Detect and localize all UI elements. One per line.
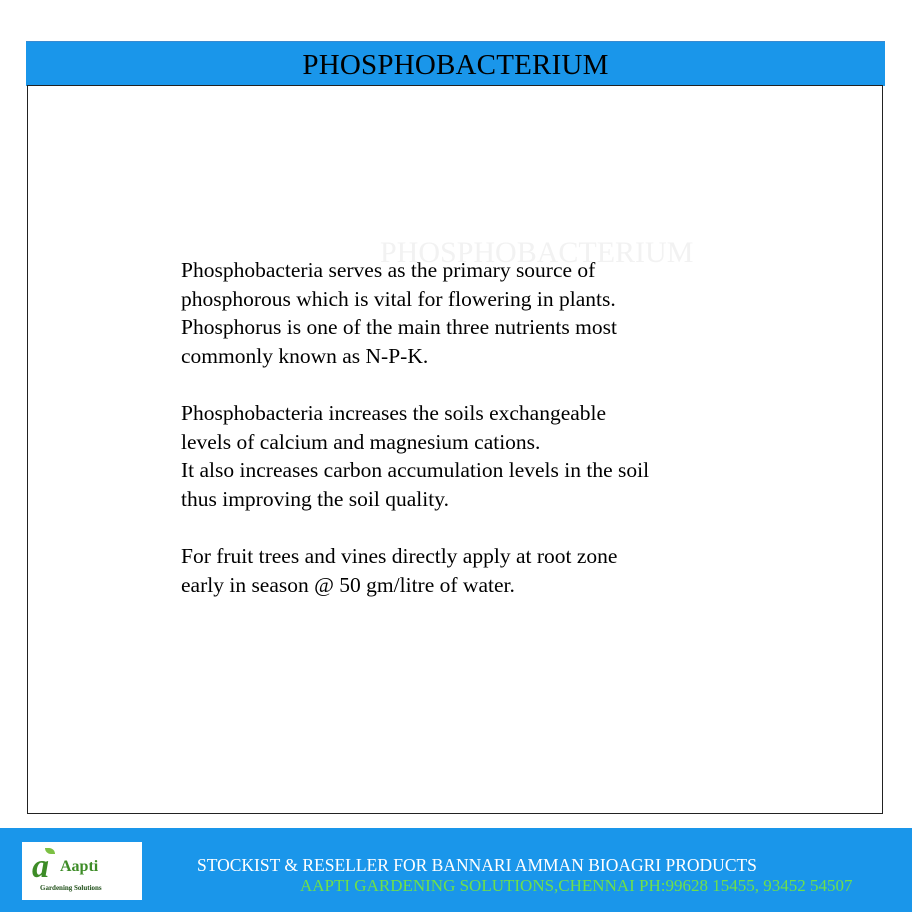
aapti-logo <box>22 842 142 900</box>
footer-bar <box>0 828 912 912</box>
paragraph-2 <box>181 399 801 513</box>
text-line: Phosphobacteria serves as the primary source of <box>181 258 596 282</box>
text-line: It also increases carbon accumulation levels in the soil <box>181 458 650 483</box>
text-line: For fruit trees and vines directly apply at root zone <box>181 543 618 568</box>
text-line: Phosphobacteria increases the soils exchangeable <box>181 400 607 425</box>
paragraph-3 <box>181 542 801 599</box>
paragraph-1 <box>181 256 801 370</box>
stockist-text: STOCKIST & RESELLER FOR BANNARI AMMAN BIOAGRI PRODUCTS <box>197 855 757 875</box>
contact-text: AAPTI GARDENING SOLUTIONS,CHENNAI PH:99628 15455, 93452 54507 <box>300 876 853 895</box>
text-line: commonly known as N-P-K. <box>181 343 429 368</box>
logo-subtitle: Gardening Solutions <box>40 884 102 892</box>
watermark-text: PHOSPHOBACTERIUM <box>380 236 694 269</box>
text-line: Phosphorus is one of the main three nutrients most <box>181 315 617 340</box>
text-line: levels of calcium and magnesium cations. <box>181 429 541 454</box>
logo-name: Aapti <box>60 858 99 875</box>
text-line: early in season @ 50 gm/litre of water. <box>181 572 515 597</box>
page-title: PHOSPHOBACTERIUM <box>302 48 609 81</box>
text-line: thus improving the soil quality. <box>181 486 449 511</box>
description-body <box>181 256 801 628</box>
logo-icon <box>32 846 132 896</box>
content-panel <box>27 85 883 814</box>
title-bar <box>26 41 885 86</box>
logo-mark: a <box>32 848 49 885</box>
text-line: phosphorous which is vital for flowering in plants. <box>181 286 616 311</box>
